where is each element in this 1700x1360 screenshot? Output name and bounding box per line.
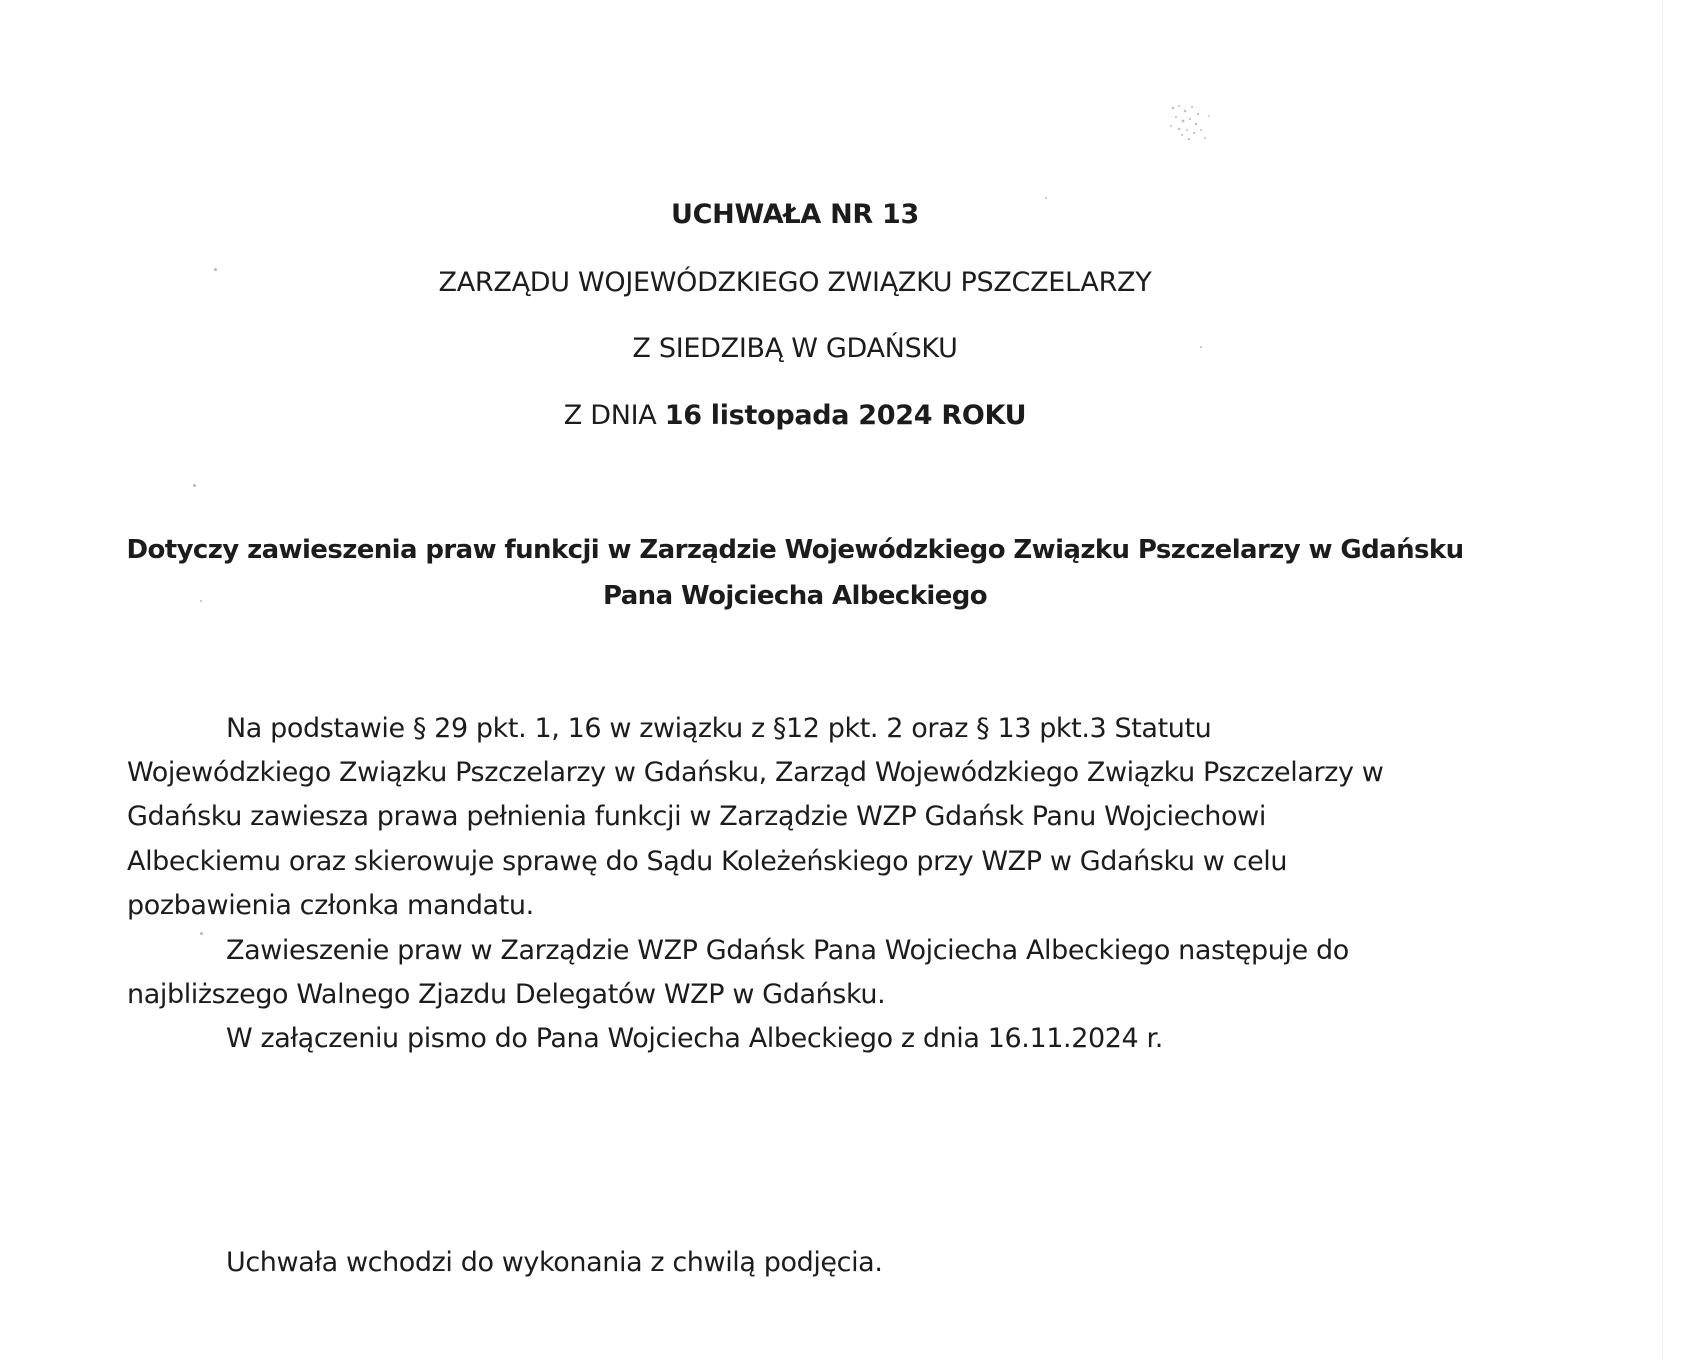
scan-noise-mark [1165,102,1215,148]
date-line [0,400,1590,431]
body-line: Na podstawie § 29 pkt. 1, 16 w związku z §12 pkt. 2 oraz § 13 pkt.3 Statutu [226,713,1212,744]
attachment-note: W załączeniu pismo do Pana Wojciecha Albeckiego z dnia 16.11.2024 r. [226,1023,1163,1054]
closing-statement: Uchwała wchodzi do wykonania z chwilą podjęcia. [226,1247,883,1278]
date-prefix: Z DNIA [563,400,665,431]
scan-dot [200,932,203,935]
subject-line-1: Dotyczy zawieszenia praw funkcji w Zarządzie Wojewódzkiego Związku Pszczelarzy w Gdańsku [126,535,1464,565]
date-value: 16 listopada 2024 ROKU [664,400,1027,431]
scan-edge-line [1662,0,1663,1360]
resolution-title: UCHWAŁA NR 13 [671,199,919,230]
subject-line-2: Pana Wojciecha Albeckiego [602,581,987,611]
body-line: Wojewódzkiego Związku Pszczelarzy w Gdańsku, Zarząd Wojewódzkiego Związku Pszczelarzy w [127,757,1384,788]
body-line: najbliższego Walnego Zjazdu Delegatów WZP w Gdańsku. [127,979,886,1010]
body-line: Gdańsku zawiesza prawa pełnienia funkcji w Zarządzie WZP Gdańsk Panu Wojciechowi [127,801,1266,832]
body-line: pozbawienia członka mandatu. [127,890,534,921]
seat-line: Z SIEDZIBĄ W GDAŃSKU [632,333,958,364]
board-name: ZARZĄDU WOJEWÓDZKIEGO ZWIĄZKU PSZCZELARZY [438,267,1152,298]
body-line: Albeckiemu oraz skierowuje sprawę do Sądu Koleżeńskiego przy WZP w Gdańsku w celu [127,846,1288,877]
body-line: Zawieszenie praw w Zarządzie WZP Gdańsk Pana Wojciecha Albeckiego następuje do [226,935,1349,966]
scan-dot [193,484,196,487]
